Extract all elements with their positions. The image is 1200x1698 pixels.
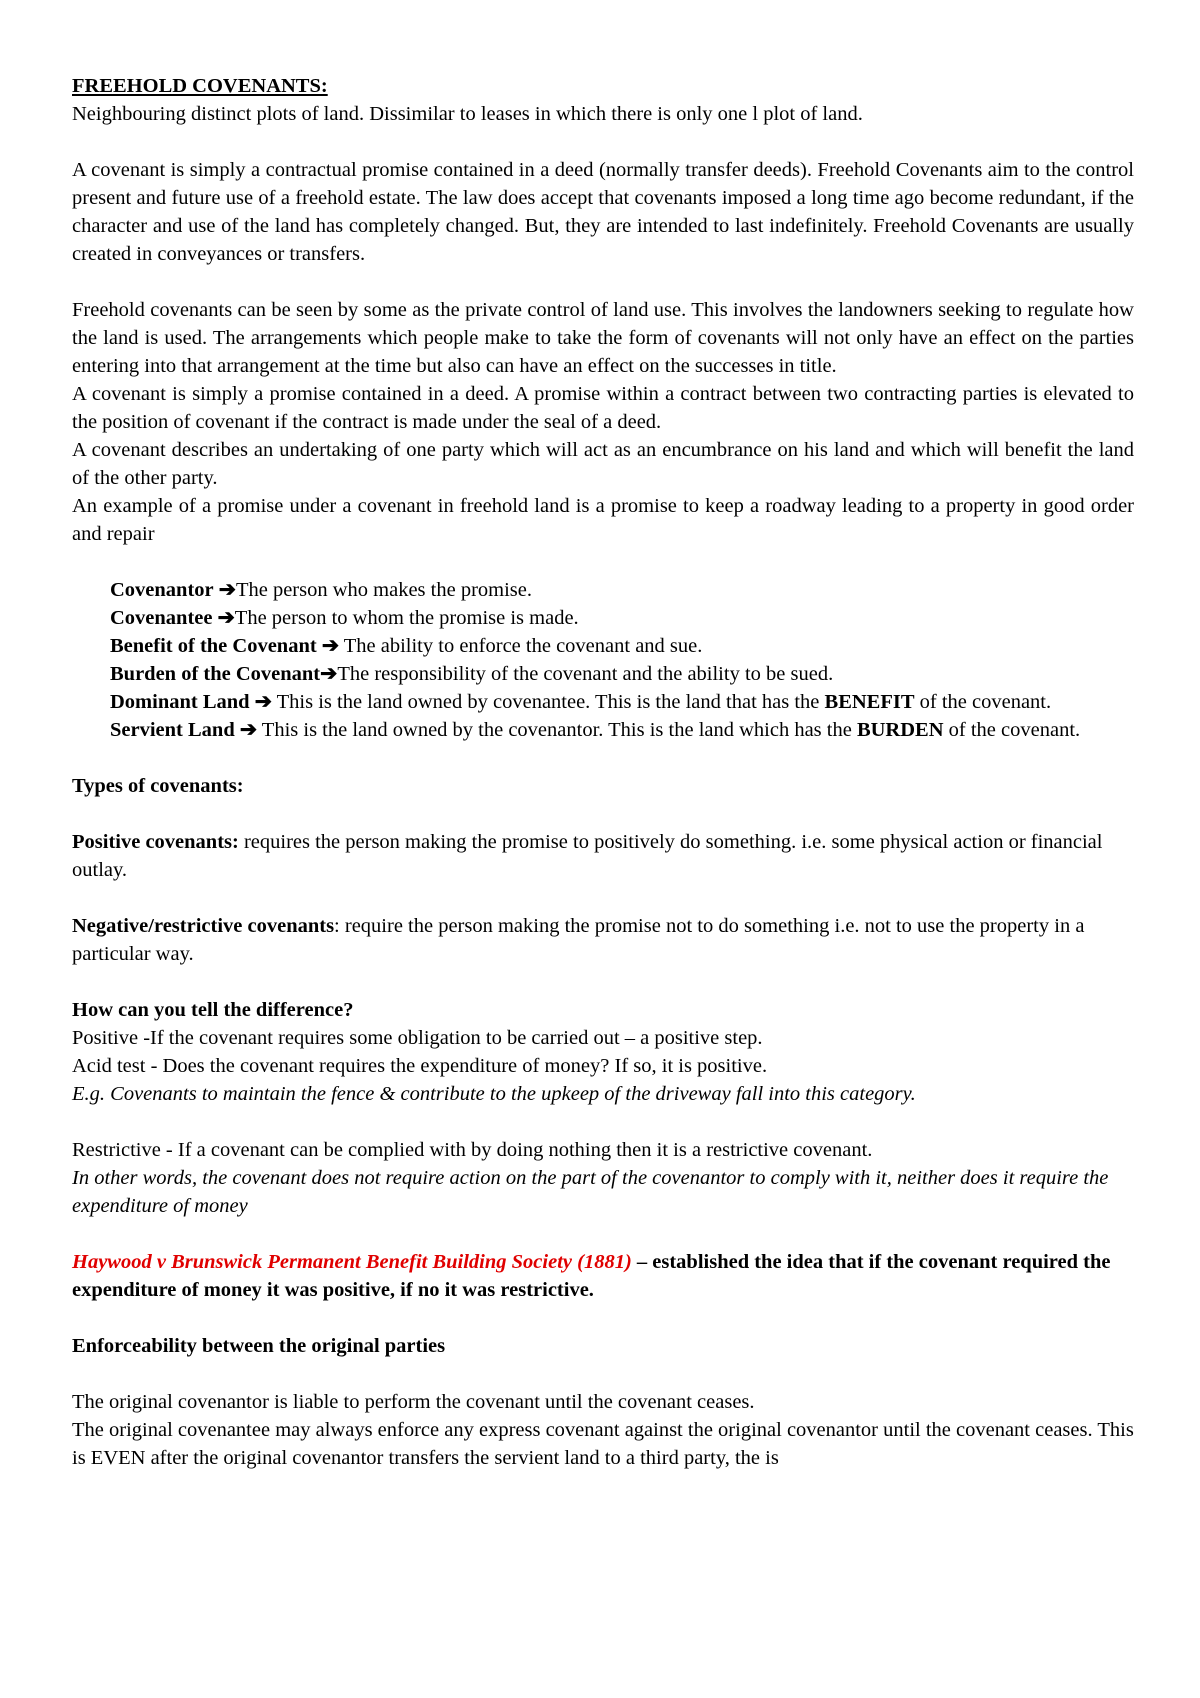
term-servient-land: Servient Land xyxy=(110,719,235,741)
document-page xyxy=(72,72,1134,1472)
arrow-icon: ➔ xyxy=(239,719,258,741)
definition-covenantee: Covenantee ➔The person to whom the promise is made. xyxy=(110,607,579,629)
arrow-icon: ➔ xyxy=(320,663,338,685)
types-heading: Types of covenants: xyxy=(72,775,244,797)
positive-covenants: Positive covenants: requires the person making the promise to positively do something. i.e. some physical action or financial outlay. xyxy=(72,831,1103,881)
term-dominant-land: Dominant Land xyxy=(110,691,250,713)
arrow-icon: ➔ xyxy=(254,691,272,713)
difference-heading: How can you tell the difference? xyxy=(72,999,354,1021)
paragraph-5: An example of a promise under a covenant in freehold land is a promise to keep a roadway leading to a property in good order and repair xyxy=(72,495,1134,545)
enforceability-heading: Enforceability between the original parties xyxy=(72,1335,446,1357)
case-name: Haywood v Brunswick Permanent Benefit Building Society (1881) xyxy=(72,1251,632,1273)
restrictive-line-1: Restrictive - If a covenant can be complied with by doing nothing then it is a restrictive covenant. xyxy=(72,1139,873,1161)
arrow-icon: ➔ xyxy=(321,635,339,657)
definitions-list xyxy=(72,576,1134,744)
case-paragraph xyxy=(72,1248,1134,1304)
definition-burden: Burden of the Covenant➔The responsibility of the covenant and the ability to be sued. xyxy=(110,663,834,685)
negative-covenants: Negative/restrictive covenants: require the person making the promise not to do something i.e. not to use the property in a particular way. xyxy=(72,915,1085,965)
document-title: FREEHOLD COVENANTS: xyxy=(72,75,328,97)
paragraph-1: A covenant is simply a contractual promise contained in a deed (normally transfer deeds). Freehold Covenants aim to the control present and future use of a freehold estate. The law does accept that covenants imposed a long time ago become redundant, if the character and use of the land has completely changed. But, they are intended to last indefinitely. Freehold Covenants are usually created in conveyances or transfers. xyxy=(72,159,1134,265)
enforceability-line-1: The original covenantor is liable to perform the covenant until the covenant ceases. xyxy=(72,1391,755,1413)
term-covenantor: Covenantor xyxy=(110,579,214,601)
difference-line-1: Positive -If the covenant requires some obligation to be carried out – a positive step. xyxy=(72,1027,763,1049)
arrow-icon: ➔ xyxy=(218,579,236,601)
paragraph-3: A covenant is simply a promise contained in a deed. A promise within a contract between two contracting parties is elevated to the position of covenant if the contract is made under the seal of a deed. xyxy=(72,383,1134,433)
paragraph-2: Freehold covenants can be seen by some as the private control of land use. This involves the landowners seeking to regulate how the land is used. The arrangements which people make to take the form of covenants will not only have an effect on the parties entering into that arrangement at the time but also can have an effect on the successes in title. xyxy=(72,299,1134,377)
paragraph-4: A covenant describes an undertaking of one party which will act as an encumbrance on his land and which will benefit the land of the other party. xyxy=(72,439,1134,489)
case-text: – established the idea that if the covenant required the expenditure of money it was positive, if no it was restrictive. xyxy=(72,1251,1111,1301)
enforceability-line-2: The original covenantee may always enforce any express covenant against the original covenantor until the covenant ceases. This is EVEN after the original covenantor transfers the servient land to a third party, the is xyxy=(72,1419,1134,1469)
definition-dominant-land: Dominant Land ➔ This is the land owned by covenantee. This is the land that has the BENEFIT of the covenant. xyxy=(110,691,1052,713)
term-benefit: Benefit of the Covenant xyxy=(110,635,317,657)
difference-line-3: E.g. Covenants to maintain the fence & contribute to the upkeep of the driveway fall into this category. xyxy=(72,1083,916,1105)
intro-line: Neighbouring distinct plots of land. Dissimilar to leases in which there is only one l plot of land. xyxy=(72,103,863,125)
restrictive-line-2: In other words, the covenant does not require action on the part of the covenantor to comply with it, neither does it require the expenditure of money xyxy=(72,1167,1109,1217)
definition-servient-land: Servient Land ➔ This is the land owned by the covenantor. This is the land which has the BURDEN of the covenant. xyxy=(110,719,1081,741)
arrow-icon: ➔ xyxy=(217,607,235,629)
term-burden: Burden of the Covenant xyxy=(110,663,321,685)
definition-covenantor: Covenantor ➔The person who makes the promise. xyxy=(110,579,532,601)
definition-benefit: Benefit of the Covenant ➔ The ability to enforce the covenant and sue. xyxy=(110,635,703,657)
term-covenantee: Covenantee xyxy=(110,607,213,629)
difference-line-2: Acid test - Does the covenant requires the expenditure of money? If so, it is positive. xyxy=(72,1055,768,1077)
